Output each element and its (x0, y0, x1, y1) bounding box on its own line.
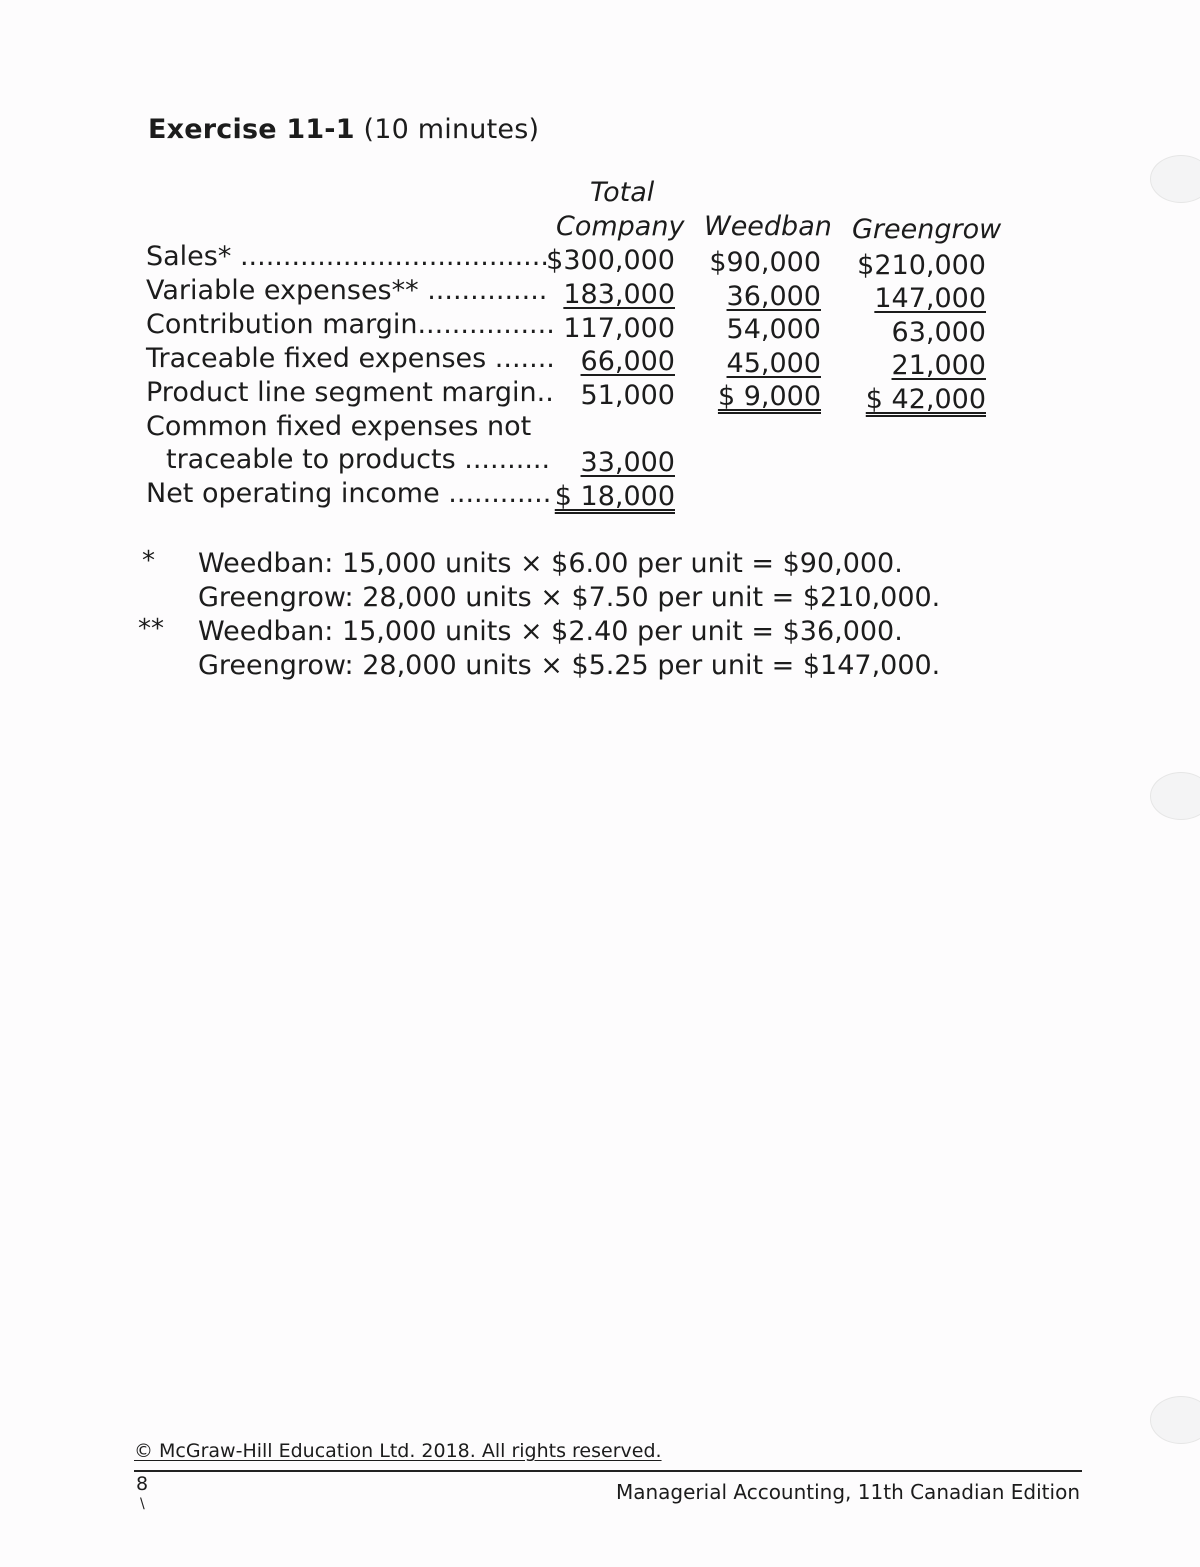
cell-greengrow-segment: $ 42,000 (865, 384, 986, 415)
cell-weedban-variable: 36,000 (726, 281, 821, 312)
page-number: 8 (136, 1473, 149, 1495)
row-label-sales: Sales* .................................... (146, 241, 549, 272)
cell-total-traceable: 66,000 (580, 346, 675, 377)
cell-total-common: 33,000 (580, 447, 675, 478)
binder-hole (1150, 772, 1200, 820)
cell-total-sales: $300,000 (546, 245, 675, 276)
col-header-total: Total (590, 177, 655, 208)
footnote-line: Weedban: 15,000 units × $6.00 per unit = $90,000. (198, 548, 903, 579)
binder-hole (1150, 1396, 1200, 1444)
cell-total-variable: 183,000 (563, 279, 675, 310)
exercise-time: (10 minutes) (363, 114, 540, 145)
row-label-common-fixed: Common fixed expenses not (146, 411, 532, 442)
binder-hole (1150, 155, 1200, 203)
col-header-weedban: Weedban (704, 211, 832, 242)
row-label-net-operating-income: Net operating income ............ (146, 478, 552, 509)
cell-weedban-traceable: 45,000 (726, 348, 821, 379)
footnote-line: Greengrow: 28,000 units × $7.50 per unit = $210,000. (198, 582, 941, 613)
cell-weedban-segment: $ 9,000 (717, 381, 821, 412)
footer-divider (134, 1470, 1082, 1472)
col-header-company: Company (556, 211, 685, 242)
book-title: Managerial Accounting, 11th Canadian Edition (615, 1480, 1080, 1504)
exercise-number: Exercise 11-1 (148, 114, 355, 145)
col-header-greengrow: Greengrow (852, 214, 1002, 245)
cell-weedban-sales: $90,000 (709, 247, 821, 278)
footnote-mark-single: * (142, 546, 155, 576)
cell-greengrow-sales: $210,000 (857, 250, 986, 281)
footnote-line: Weedban: 15,000 units × $2.40 per unit = $36,000. (198, 616, 903, 647)
cell-greengrow-contribution: 63,000 (891, 317, 986, 348)
exercise-title (148, 114, 539, 145)
cell-greengrow-traceable: 21,000 (891, 350, 986, 381)
footnote-mark-double: ** (138, 614, 164, 644)
cell-greengrow-variable: 147,000 (874, 283, 986, 314)
bleed-through-text (1000, 700, 1007, 725)
row-label-traceable-fixed: Traceable fixed expenses ....... (146, 343, 555, 374)
page-mark: \ (140, 1496, 145, 1512)
row-label-variable-expenses: Variable expenses** .............. (146, 275, 548, 306)
row-label-contribution-margin: Contribution margin................ (146, 309, 555, 340)
row-label-traceable-to-products: traceable to products .......... (166, 444, 551, 475)
cell-weedban-contribution: 54,000 (726, 314, 821, 345)
cell-total-contribution: 117,000 (563, 313, 675, 344)
row-label-segment-margin: Product line segment margin.. (146, 377, 554, 408)
cell-total-segment: 51,000 (580, 380, 675, 411)
cell-total-net: $ 18,000 (554, 481, 675, 512)
footnote-line: Greengrow: 28,000 units × $5.25 per unit = $147,000. (198, 650, 941, 681)
copyright-notice: © McGraw-Hill Education Ltd. 2018. All rights reserved. (134, 1440, 662, 1462)
